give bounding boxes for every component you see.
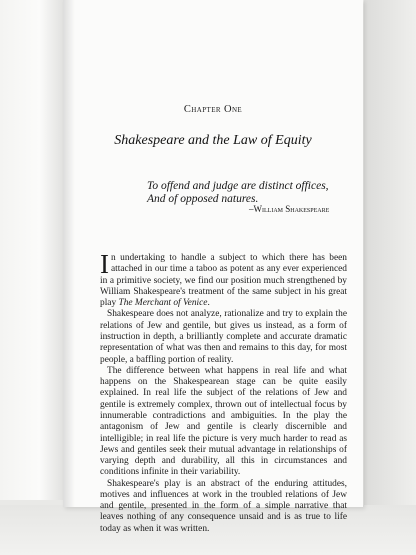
- left-page-edge: [0, 0, 72, 500]
- paragraph-2: Shakespeare does not analyze, rationalize and try to explain the relations of Jew and gentile, but gives us instead, as a form of instruction in depth, a brilliantly complete and accurate dramatic representation of what was then and remains to this day, for most people, a baffling portion of reality.: [100, 309, 347, 365]
- page-gutter-shadow: [63, 0, 75, 507]
- epigraph-line-2: And of opposed natures.: [147, 192, 259, 205]
- chapter-body: [100, 249, 347, 535]
- book-page: [63, 0, 363, 534]
- paragraph-4: Shakespeare's play is an abstract of the enduring attitudes, motives and influences at work in the troubled relations of Jew and gentile, presented in the form of a simple narrative that leaves nothing of any consequence unsaid and is as true to life today as when it was written.: [100, 478, 347, 534]
- play-title: The Merchant of Venice: [118, 298, 208, 309]
- paragraph-1-end: .: [207, 298, 210, 309]
- paragraph-3: The difference between what happens in real life and what happens on the Shakespearean stage can be quite easily explained. In real life the subject of the relations of Jew and gentile is extremely complex, thrown out of intellectual focus by innumerable contradictions and ambiguities. In the play the antagonism of Jew and gentile is clearly discernible and intelligible; in real life the picture is very much harder to read as Jews and gentiles seek their mutual advantage in relationships of varying depth and durability, all this in circumstances and conditions infinite in their variability.: [100, 365, 347, 478]
- epigraph-line-1: To offend and judge are distinct offices,: [147, 180, 329, 192]
- epigraph-attribution: –William Shakespeare: [249, 204, 330, 214]
- table-surface-right: [364, 0, 416, 555]
- paragraph-1: [100, 249, 347, 309]
- chapter-title: Shakespeare and the Law of Equity: [114, 133, 312, 148]
- paragraph-1-text: n undertaking to handle a subject to which there has been attached in our time a taboo as potent as any ever experienced in a primitive society, we find our position much strengthened by William Shakespeare's treatment of the same subject in his great play: [100, 253, 347, 309]
- drop-cap: I: [100, 249, 109, 279]
- chapter-label: Chapter One: [183, 104, 243, 115]
- epigraph-quote: [147, 180, 367, 205]
